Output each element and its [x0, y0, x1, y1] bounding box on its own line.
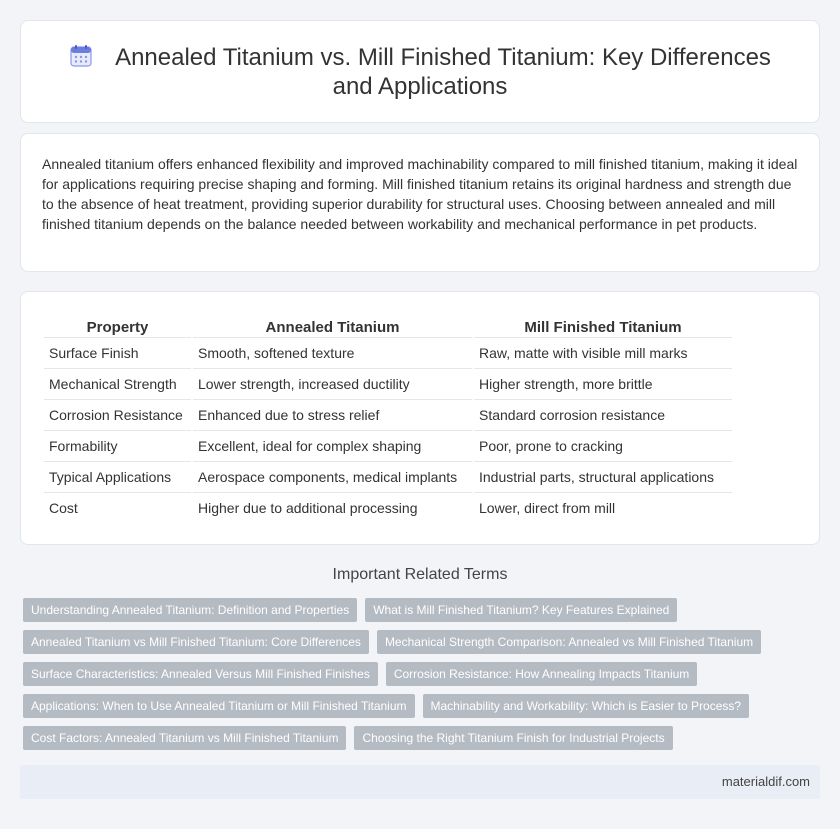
related-term-tag[interactable]: Annealed Titanium vs Mill Finished Titanium: Core Differences — [23, 630, 369, 654]
table-cell: Poor, prone to cracking — [474, 430, 732, 461]
table-cell: Lower strength, increased ductility — [193, 368, 472, 399]
table-cell: Corrosion Resistance — [44, 399, 191, 430]
related-term-tag[interactable]: Machinability and Workability: Which is Easier to Process? — [423, 694, 750, 718]
related-term-tag[interactable]: Understanding Annealed Titanium: Definition and Properties — [23, 598, 357, 622]
tag-row — [23, 630, 783, 654]
tag-row — [23, 694, 783, 718]
table-cell: Cost — [44, 492, 191, 523]
related-term-tag[interactable]: Choosing the Right Titanium Finish for Industrial Projects — [354, 726, 672, 750]
intro-card — [20, 133, 820, 272]
table-row — [44, 461, 732, 492]
related-term-tag[interactable]: What is Mill Finished Titanium? Key Features Explained — [365, 598, 677, 622]
table-cell: Higher due to additional processing — [193, 492, 472, 523]
table-row — [44, 492, 732, 523]
calendar-icon — [69, 44, 93, 68]
tag-row — [23, 598, 783, 622]
column-header-property: Property — [86, 318, 149, 336]
table-cell: Smooth, softened texture — [193, 337, 472, 368]
related-term-tag[interactable]: Surface Characteristics: Annealed Versus Mill Finished Finishes — [23, 662, 378, 686]
column-header-annealed: Annealed Titanium — [265, 318, 400, 336]
table-cell: Formability — [44, 430, 191, 461]
table-cell: Industrial parts, structural applications — [474, 461, 732, 492]
table-row — [44, 337, 732, 368]
table-cell: Enhanced due to stress relief — [193, 399, 472, 430]
table-cell: Surface Finish — [44, 337, 191, 368]
table-cell: Standard corrosion resistance — [474, 399, 732, 430]
page-title: Annealed Titanium vs. Mill Finished Titanium: Key Differences and Applications — [115, 44, 771, 100]
comparison-table — [42, 316, 734, 523]
column-header-mill-finished: Mill Finished Titanium — [524, 318, 682, 336]
footer — [20, 765, 820, 799]
table-cell: Excellent, ideal for complex shaping — [193, 430, 472, 461]
intro-paragraph: Annealed titanium offers enhanced flexibility and improved machinability compared to mill finished titanium, making it ideal for applications requiring precise shaping and forming. Mill finished titanium retains its original hardness and strength due to the absence of heat treatment, providing superior durability for structural uses. Choosing between annealed and mill finished titanium depends on the balance needed between workability and mechanical performance in pet products. — [42, 156, 798, 232]
table-cell: Raw, matte with visible mill marks — [474, 337, 732, 368]
related-terms-list — [23, 598, 783, 758]
related-term-tag[interactable]: Cost Factors: Annealed Titanium vs Mill Finished Titanium — [23, 726, 346, 750]
comparison-card — [20, 291, 820, 545]
table-row — [44, 430, 732, 461]
tag-row — [23, 662, 783, 686]
table-header-row — [44, 316, 732, 337]
tag-row — [23, 726, 783, 750]
table-cell: Typical Applications — [44, 461, 191, 492]
footer-site-name: materialdif.com — [721, 774, 810, 789]
related-terms-heading: Important Related Terms — [332, 566, 508, 583]
table-cell: Higher strength, more brittle — [474, 368, 732, 399]
related-term-tag[interactable]: Applications: When to Use Annealed Titanium or Mill Finished Titanium — [23, 694, 415, 718]
related-term-tag[interactable]: Mechanical Strength Comparison: Annealed vs Mill Finished Titanium — [377, 630, 761, 654]
page-title-wrap — [21, 43, 819, 101]
title-card — [20, 20, 820, 123]
table-cell: Lower, direct from mill — [474, 492, 732, 523]
related-term-tag[interactable]: Corrosion Resistance: How Annealing Impacts Titanium — [386, 662, 697, 686]
table-cell: Mechanical Strength — [44, 368, 191, 399]
table-cell: Aerospace components, medical implants — [193, 461, 472, 492]
table-row — [44, 399, 732, 430]
table-row — [44, 368, 732, 399]
